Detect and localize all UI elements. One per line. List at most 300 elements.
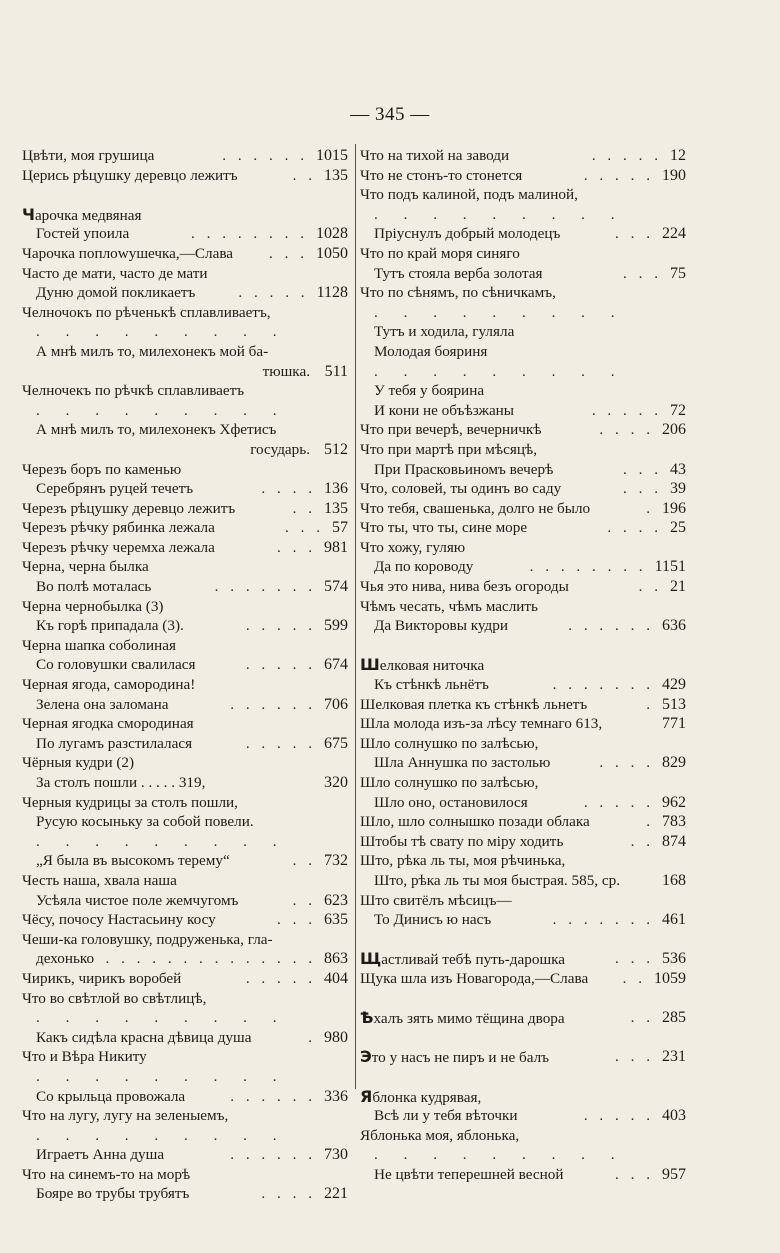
omission-dots [360,303,686,323]
index-entry [360,832,686,852]
entry-text: государь. [250,440,310,458]
page-reference: 168 [662,871,686,889]
index-entry [360,440,686,460]
page-reference: 1028 [316,225,348,243]
leader-dots: . . . . . . . . [529,558,647,576]
index-entry [22,969,348,989]
entry-text: Зелена она заломана [36,695,169,713]
index-entry [22,891,348,911]
index-entry [22,851,348,871]
entry-text: Черныя кудрицы за столъ пошли, [22,793,238,811]
entry-text: Щука шла изъ Новагорода,—Слава [360,969,589,987]
index-entry [360,224,686,244]
entry-text: Чарочка медвяная [22,204,142,224]
section-gap [360,1028,686,1048]
entry-text: То Динисъ ю насъ [374,911,492,929]
omission-dots [22,1126,348,1146]
page-reference: 783 [662,813,686,831]
page-reference: 403 [662,1107,686,1125]
leader-dots: . . . . . . . [552,911,654,929]
entry-text: Шелковая ниточка [360,655,485,675]
entry-text: Чёрныя кудри (2) [22,754,135,772]
entry-text: Что и Вѣра Никиту [22,1048,147,1066]
page-reference: 730 [324,1146,348,1164]
leader-dots: . . [638,578,662,596]
entry-text: Шло солнушко по залѣсью, [360,774,539,791]
page-reference: 863 [324,950,348,968]
index-entry [22,655,348,675]
entry-text: Гостей упоила [36,225,130,243]
page-reference: 636 [662,617,686,635]
index-entry [22,205,348,225]
entry-text: Серебрянъ руцей течетъ [36,480,194,498]
index-entry [22,538,348,558]
entry-text: Русую косыньку за собой повели. [36,813,254,831]
entry-text: А мнѣ милъ то, милехонекъ Хфетисъ [36,421,277,439]
page-reference: 231 [662,1048,686,1066]
leader-dots: . . . . . . . [214,578,316,596]
index-entry [22,1047,348,1067]
section-initial: Ш [360,655,380,675]
index-entry [22,949,348,969]
entry-text: Щастливай тебѣ путь-дарошка [360,949,566,969]
leader-dots: . . . . . [583,793,654,811]
leader-dots: . . . . . . [230,695,316,713]
leader-dots: . . [292,852,316,870]
entry-text: А мнѣ милъ то, милехонекъ мой ба- [36,342,269,360]
leader-dots: . . [292,166,316,184]
index-entry [360,695,686,715]
leader-dots: . . . [285,519,324,537]
index-entry [22,597,348,617]
page-reference: 190 [662,166,686,184]
index-entry [360,616,686,636]
leader-dots: . . . . [599,421,654,439]
entry-text: Бояре во трубы трубятъ [36,1185,190,1203]
index-entry [360,146,686,166]
entry-text: Это у насъ не пиръ и не балъ [360,1047,550,1067]
page-reference: 511 [324,362,348,380]
entry-text: Яблонька моя, яблонька, [360,1126,520,1144]
omission-dots-text: . . . . . . . . . [36,1126,288,1144]
index-entry [360,812,686,832]
index-entry [22,166,348,186]
index-entry [360,734,686,754]
leader-dots: . . [630,1009,654,1027]
entry-text: тюшка. [262,362,310,380]
leader-dots: . [646,695,654,713]
omission-dots [22,401,348,421]
entry-text: Чѣмъ чесать, чѣмъ маслить [360,597,538,615]
page-reference: 1015 [316,147,348,164]
entry-text: Дуню домой покликаетъ [36,284,196,302]
index-entry [360,597,686,617]
index-entry [22,362,348,382]
omission-dots [360,362,686,382]
page-reference: 135 [324,166,348,184]
entry-text: Челночокъ по рѣченькѣ сплавливаетъ, [22,303,271,321]
index-entry [22,616,348,636]
page-reference: 536 [662,950,686,968]
index-column-left [22,146,348,1204]
entry-text: Тутъ стояла верба золотая [374,264,543,282]
page-reference: 39 [670,480,686,498]
entry-text: Черна чернобылка (3) [22,597,164,615]
page-reference: 1128 [316,284,348,302]
leader-dots: . . [630,832,654,850]
index-entry [22,557,348,577]
index-entry [360,264,686,284]
page-number: — 345 — [350,104,430,125]
index-entry [360,1165,686,1185]
entry-text: Что подъ калиной, подъ малиной, [360,186,578,204]
page-reference: 72 [670,401,686,419]
section-gap [360,636,686,656]
index-entry [22,342,348,362]
entry-text: Штобы тѣ свату по міру ходить [360,832,564,850]
page-reference: 320 [324,774,348,791]
index-entry [22,753,348,773]
leader-dots: . . . . . [591,401,662,419]
entry-text: Часто де мати, часто де мати [22,264,208,282]
entry-text: Всѣ ли у тебя вѣточки [374,1107,518,1125]
index-entry [22,910,348,930]
entry-text: Што, рѣка ль ты моя быстрая. 585, ср. [374,871,621,889]
index-entry [22,420,348,440]
page-reference: 874 [662,832,686,850]
page-reference: 512 [324,440,348,458]
section-initial: Ѣ [360,1008,374,1028]
entry-text: Молодая бояриня [374,342,488,360]
leader-dots: . . . [615,225,654,243]
omission-dots-text: . . . . . . . . . [374,362,626,380]
entry-text: Черная ягода, самородина! [22,676,196,694]
leader-dots: . . . . [599,754,654,772]
entry-text: Что по край моря синяго [360,244,520,262]
entry-text: Что при мартѣ при мѣсяцѣ, [360,440,538,458]
index-entry [360,499,686,519]
index-entry [360,793,686,813]
entry-text: Со головушки свалилася [36,656,196,674]
entry-text: Черная ягодка смородиная [22,715,194,733]
entry-text: Не цвѣти теперешней весной [374,1165,564,1183]
index-entry [360,1047,686,1067]
section-initial: Э [360,1047,372,1067]
index-entry [360,851,686,871]
entry-text: Что хожу, гуляю [360,538,466,556]
entry-text: Да Викторовы кудри [374,617,508,635]
leader-dots: . [646,499,654,517]
index-entry [360,185,686,205]
entry-text: Со крыльца провожала [36,1087,186,1105]
index-entry [22,381,348,401]
index-entry [22,1165,348,1185]
index-entry [360,342,686,362]
leader-dots: . . . . [261,1185,316,1203]
leader-dots: . . . . . . . [552,676,654,694]
page-reference: 1059 [654,969,686,987]
index-entry [360,557,686,577]
entry-text: Челночекъ по рѣчкѣ сплавливаетъ [22,382,245,400]
entry-text: Яблонка кудрявая, [360,1086,482,1106]
entry-text: Тутъ и ходила, гуляла [374,323,515,341]
index-entry [360,675,686,695]
entry-text: Что по сѣнямъ, по сѣничкамъ, [360,284,556,302]
entry-text: Что ты, что ты, сине море [360,519,528,537]
leader-dots: . . . . . [245,656,316,674]
entry-text: Церись рѣцушку деревцо лежитъ [22,166,238,184]
index-entry [22,440,348,460]
entry-text: Что на лугу, лугу на зеленыемъ, [22,1107,229,1125]
leader-dots: . . . . . . [568,617,654,635]
leader-dots: . [308,1028,316,1046]
page-reference: 574 [324,578,348,596]
index-entry [360,753,686,773]
leader-dots: . . . [615,1048,654,1066]
leader-dots: . . . . . . [222,147,308,164]
index-entry [22,930,348,950]
omission-dots [22,832,348,852]
index-entry [360,891,686,911]
omission-dots-text: . . . . . . . . . [374,303,626,321]
entry-text: Черезъ рѣчку черемха лежала [22,538,215,556]
entry-text: Что при вечерѣ, вечерничкѣ [360,421,542,439]
entry-text: Шло, шло солнышко позади облака [360,813,590,831]
page-reference: 599 [324,617,348,635]
omission-dots-text: . . . . . . . . . [36,323,288,341]
index-entry [22,812,348,832]
entry-text: Шло солнушко по залѣсью, [360,734,539,752]
index-entry [360,1106,686,1126]
page-reference: 962 [662,793,686,811]
section-initial: Ч [22,204,35,224]
entry-text: Шло оно, остановилося [374,793,528,811]
entry-text: Чирикъ, чирикъ воробей [22,969,182,987]
entry-text: За столъ пошли . . . . . 319, [36,774,206,791]
page-reference: 75 [670,264,686,282]
entry-text: дехонько [36,950,95,968]
index-entry [22,224,348,244]
entry-text: Чарочка поплowушечка,—Слава [22,244,234,262]
page-reference: 135 [324,499,348,517]
index-entry [360,401,686,421]
entry-text: Ѣхалъ зять мимо тёщина двора [360,1008,565,1028]
index-entry [360,655,686,675]
entry-text: Пріуснулъ добрый молодецъ [374,225,561,243]
page-reference: 461 [662,911,686,929]
leader-dots: . . . [623,480,662,498]
index-entry [22,773,348,793]
index-entry [22,479,348,499]
leader-dots: . . . [615,1165,654,1183]
entry-text: Чья это нива, нива безъ огороды [360,578,569,596]
leader-dots: . . [622,969,646,987]
index-entry [22,734,348,754]
entry-text: Честь наша, хвала наша [22,871,177,889]
entry-text: Играетъ Анна душа [36,1146,165,1164]
entry-text: Во полѣ моталась [36,578,152,596]
entry-text: Черна, черна былка [22,558,149,576]
omission-dots [22,322,348,342]
leader-dots: . . . . . . [230,1146,316,1164]
index-entry [22,989,348,1009]
index-entry [22,1106,348,1126]
page-reference: 732 [324,852,348,870]
index-entry [22,577,348,597]
page-reference: 771 [662,715,686,733]
omission-dots-text: . . . . . . . . . [36,832,288,850]
entry-text: Черезъ боръ по каменью [22,460,182,478]
entry-text: Къ стѣнкѣ льнётъ [374,676,489,694]
leader-dots: . . . [277,538,316,556]
page-reference: 429 [662,676,686,694]
page-reference: 957 [662,1165,686,1183]
omission-dots [22,1008,348,1028]
page-reference: 623 [324,891,348,909]
leader-dots: . . . . . [583,1107,654,1125]
entry-text: Черезъ рѣцушку деревцо лежитъ [22,499,236,517]
index-entry [22,499,348,519]
index-entry [360,1087,686,1107]
entry-text: Черна шапка соболиная [22,636,176,654]
index-entry [22,518,348,538]
index-entry [360,714,686,734]
page-reference: 25 [670,519,686,537]
entry-text: Што, рѣка ль ты, моя рѣчинька, [360,852,566,870]
section-gap [22,185,348,205]
page-reference: 224 [662,225,686,243]
page-reference: 980 [324,1028,348,1046]
index-entry [360,538,686,558]
index-entry [22,871,348,891]
entry-text: Да по короводу [374,558,474,576]
page-reference: 136 [324,480,348,498]
index-entry [22,244,348,264]
entry-text: Что на тихой на заводи [360,147,510,164]
leader-dots: . . . . . [245,617,316,635]
index-entry [22,636,348,656]
index-entry [22,283,348,303]
section-initial: Щ [360,949,382,969]
page-reference: 206 [662,421,686,439]
page-reference: 829 [662,754,686,772]
entry-text: Шелковая плетка къ стѣнкѣ льнетъ [360,695,588,713]
index-entry [360,969,686,989]
leader-dots: . [646,813,654,831]
index-entry [360,518,686,538]
index-entry [22,460,348,480]
page-reference: 43 [670,460,686,478]
leader-dots: . . . . . [583,166,654,184]
leader-dots: . . . . . [591,147,662,164]
page-reference: 196 [662,499,686,517]
entry-text: При Прасковьиномъ вечерѣ [374,460,554,478]
omission-dots-text: . . . . . . . . . [36,1009,288,1027]
omission-dots-text: . . . . . . . . . [36,401,288,419]
entry-text: По лугамъ разстилалася [36,734,193,752]
index-entry [360,460,686,480]
entry-text: „Я была въ высокомъ терему“ [36,852,230,870]
index-entry [22,793,348,813]
page-reference: 336 [324,1087,348,1105]
entry-text: Что, соловей, ты одинъ во саду [360,480,562,498]
index-entry [22,1087,348,1107]
page-reference: 706 [324,695,348,713]
index-entry [22,303,348,323]
section-gap [360,1067,686,1087]
leader-dots: . . . . . [245,969,316,987]
omission-dots [360,205,686,225]
entry-text: Што свитёлъ мѣсицъ— [360,891,512,909]
entry-text: Черезъ рѣчку рябинка лежала [22,519,215,537]
entry-text: Къ горѣ припадала (3). [36,617,184,635]
entry-text: Что на синемъ-то на морѣ [22,1165,191,1183]
index-entry [360,871,686,891]
section-initial: Я [360,1086,373,1106]
entry-text: У тебя у боярина [374,382,485,400]
omission-dots [360,1145,686,1165]
leader-dots: . . . [277,911,316,929]
section-gap [360,930,686,950]
leader-dots: . . [292,499,316,517]
index-column-right [360,146,686,1184]
leader-dots: . . . [623,460,662,478]
index-entry [360,420,686,440]
index-entry [22,1145,348,1165]
entry-text: Шла молода изъ-за лѣсу темнаго 613, [360,715,603,733]
page-reference: 404 [324,969,348,987]
index-entry [22,675,348,695]
index-entry [22,1028,348,1048]
index-entry [360,381,686,401]
page-reference: 635 [324,911,348,929]
leader-dots: . . . [615,950,654,968]
index-entry [360,322,686,342]
page-reference: 1151 [654,558,686,576]
page-reference: 285 [662,1009,686,1027]
leader-dots: . . . . [607,519,662,537]
leader-dots: . . . [623,264,662,282]
entry-text: Усѣяла чистое поле жемчугомъ [36,891,239,909]
page-reference: 12 [670,147,686,164]
entry-text: Какъ сидѣла красна дѣвица душа [36,1028,252,1046]
leader-dots: . . . . . . . . . . . . . . [105,950,316,968]
entry-text: Что тебя, свашенька, долго не было [360,499,591,517]
section-gap [360,989,686,1009]
leader-dots: . . . . . . . . [191,225,308,243]
page-reference: 513 [662,695,686,713]
entry-text: И кони не объѣзжаны [374,401,515,419]
entry-text: Шла Аннушка по застолью [374,754,551,772]
leader-dots: . . . . [261,480,316,498]
index-entry [360,577,686,597]
index-entry [22,264,348,284]
page-reference: 21 [670,578,686,596]
page-reference: 221 [324,1185,348,1203]
index-entry [360,244,686,264]
page-reference: 57 [332,519,348,537]
index-entry [360,166,686,186]
index-entry [360,773,686,793]
page-reference: 674 [324,656,348,674]
index-entry [360,1126,686,1146]
index-entry [22,714,348,734]
entry-text: Чёсу, почосу Настасьину косу [22,911,216,929]
entry-text: Что во свѣтлой во свѣтлицѣ, [22,989,207,1007]
column-divider [355,144,356,1089]
omission-dots-text: . . . . . . . . . [374,1146,626,1164]
entry-text: Что не стонъ-то стонется [360,166,523,184]
